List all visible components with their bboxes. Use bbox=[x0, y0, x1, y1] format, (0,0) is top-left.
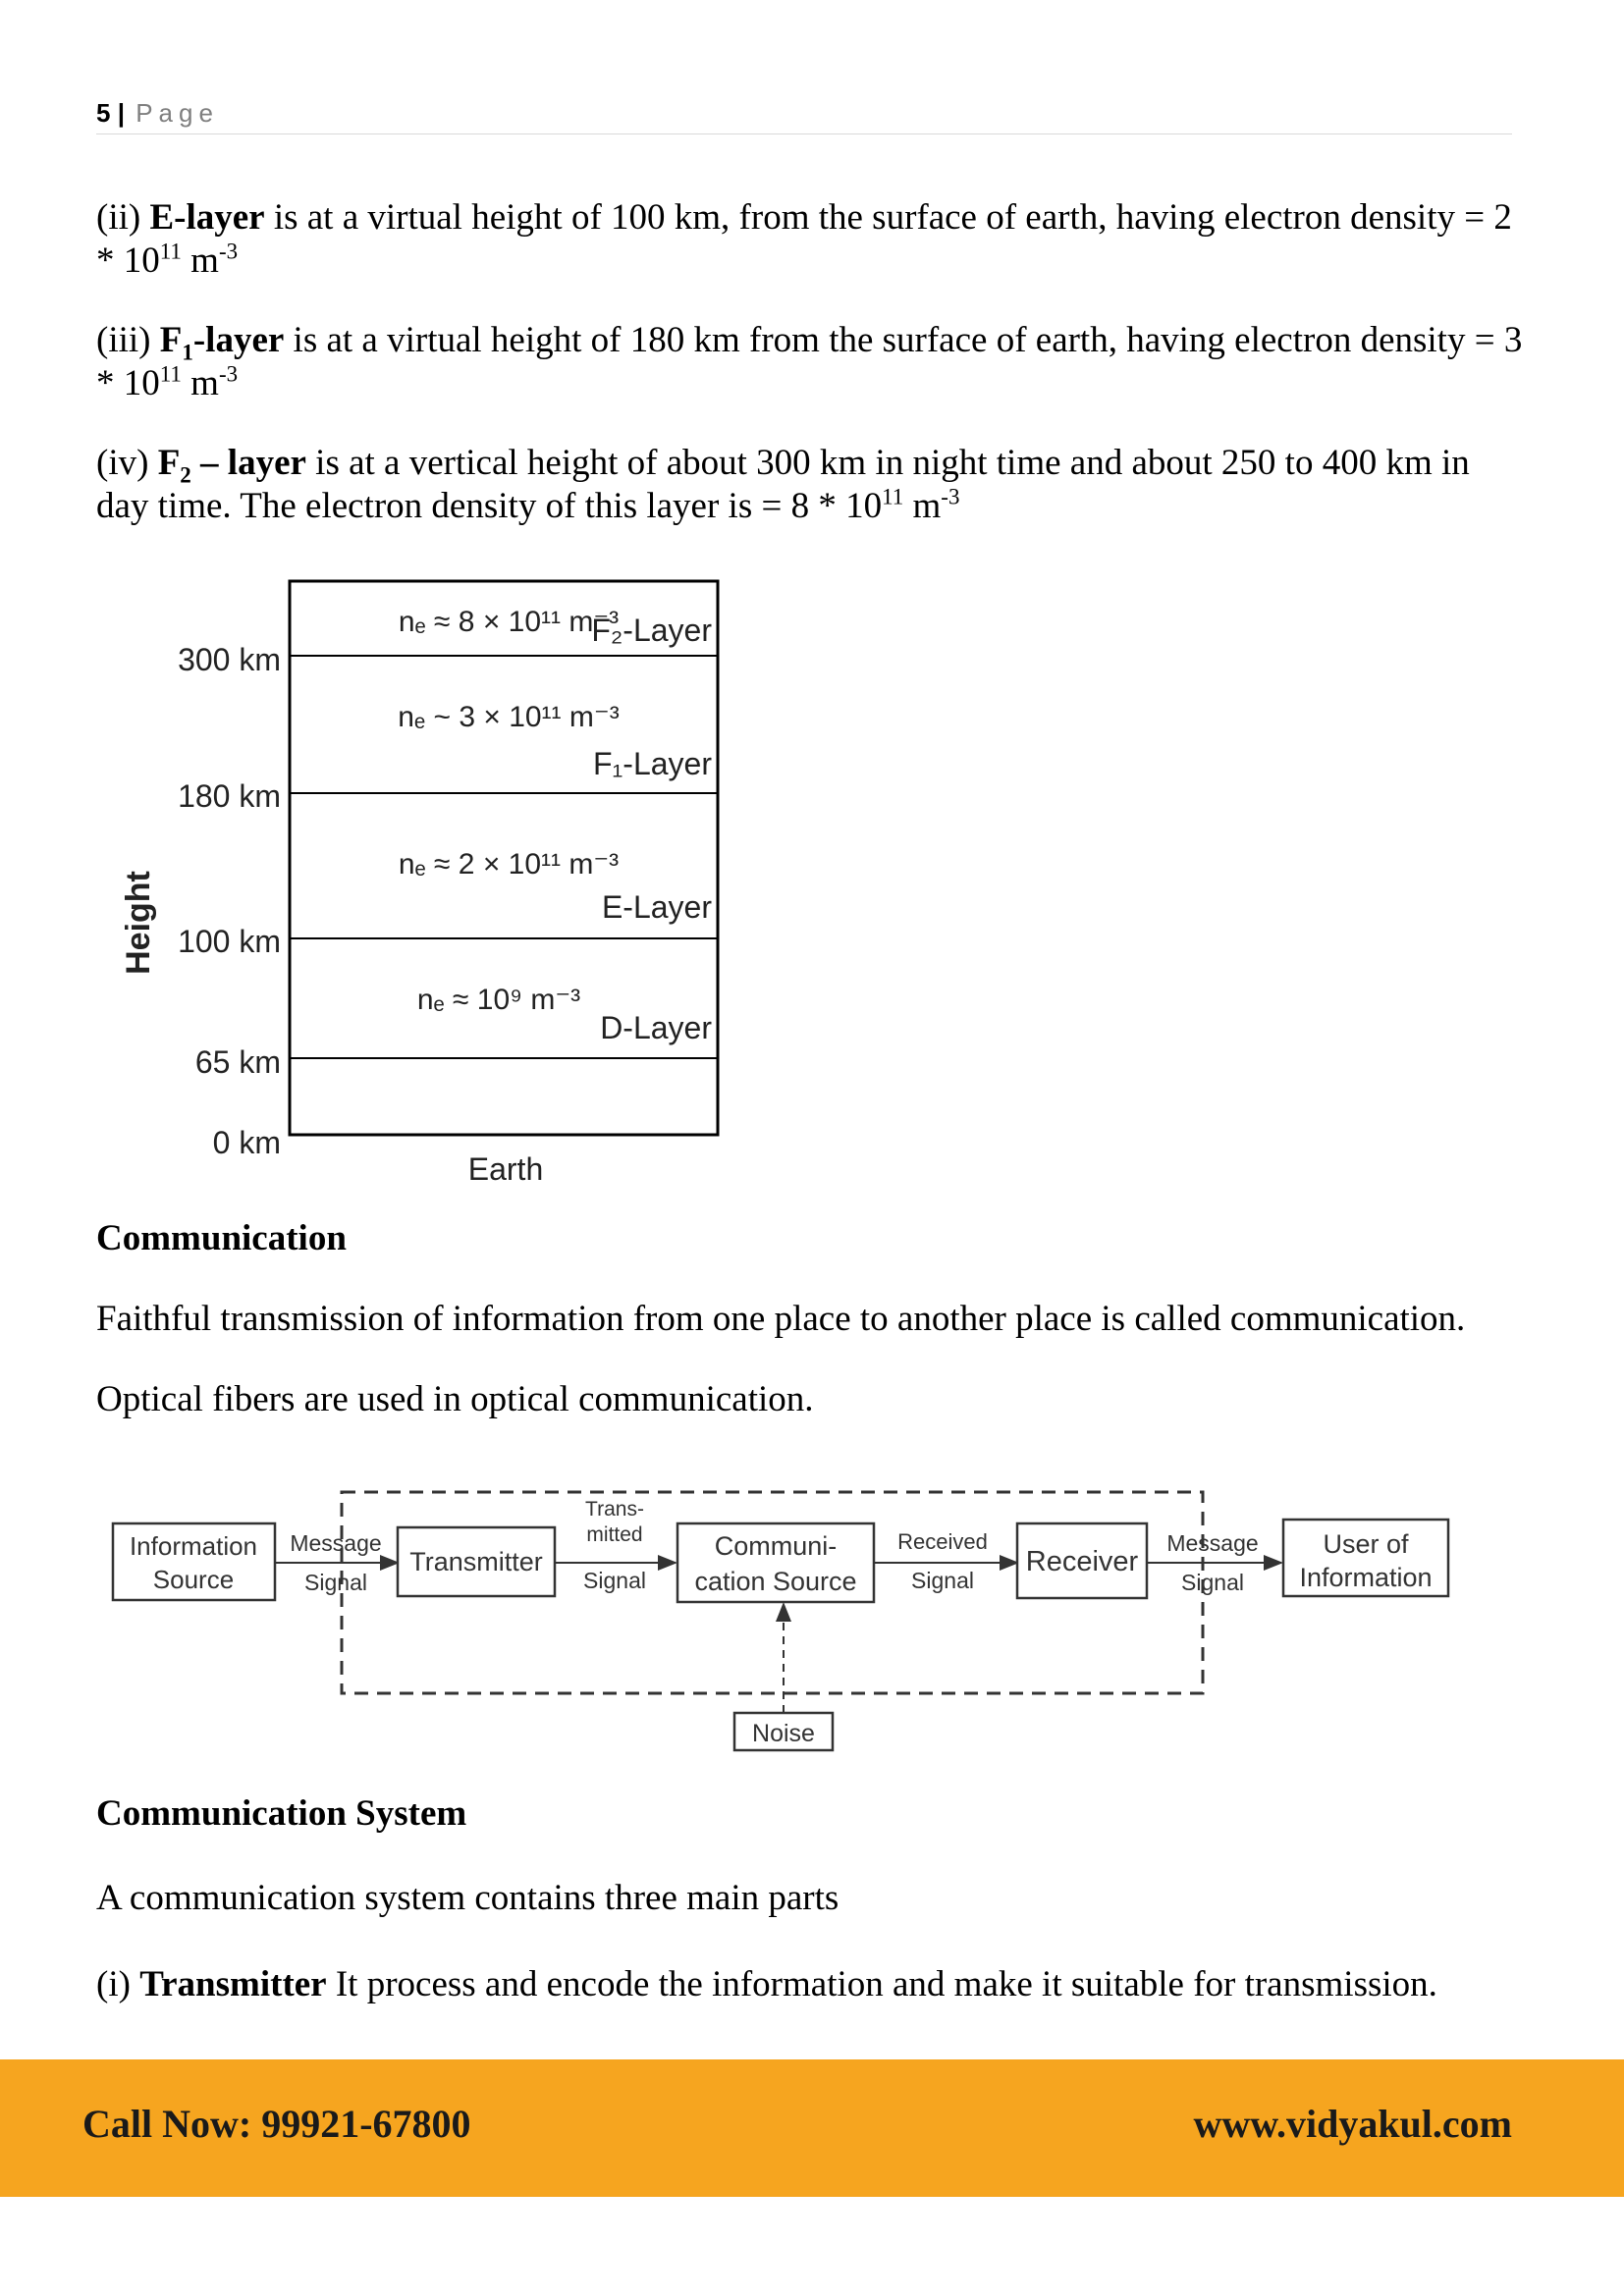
layer-name-f1: F₁-Layer bbox=[592, 746, 712, 781]
ionosphere-diagram bbox=[98, 569, 943, 1198]
footer-banner bbox=[0, 2059, 1624, 2197]
height-label-180: 180 km bbox=[178, 778, 281, 814]
f2-layer-term: F bbox=[157, 443, 181, 483]
communication-definition: Faithful transmission of information from one place to another place is called communication. bbox=[96, 1299, 1466, 1339]
f2-layer-exp: 11 bbox=[882, 484, 904, 509]
information-source-line1: Information bbox=[129, 1531, 258, 1561]
paragraph-e-layer bbox=[96, 196, 1530, 283]
transmitted-signal-line3: Signal bbox=[583, 1568, 646, 1593]
f2-layer-unit: m bbox=[903, 486, 942, 526]
page-number: 5 bbox=[96, 98, 111, 128]
f1-layer-term-suffix: -layer bbox=[192, 320, 285, 360]
transmitter-def-term: Transmitter bbox=[139, 1964, 327, 2004]
f1-layer-term: F bbox=[159, 320, 183, 360]
message-signal-2-top: Message bbox=[1166, 1530, 1259, 1556]
paragraph-f2-layer bbox=[96, 442, 1530, 528]
layer-density-f2: nₑ ≈ 8 × 10¹¹ m⁻³ bbox=[398, 606, 620, 638]
height-label-100: 100 km bbox=[178, 924, 281, 959]
earth-label: Earth bbox=[467, 1151, 544, 1187]
communication-system-intro: A communication system contains three main parts bbox=[96, 1878, 839, 1918]
transmitter-def-prefix: (i) bbox=[96, 1964, 140, 2004]
header-separator: | bbox=[117, 98, 125, 128]
footer-website-link[interactable]: www.vidyakul.com bbox=[1193, 2102, 1512, 2146]
paragraph-f1-layer bbox=[96, 319, 1530, 405]
layer-density-e: nₑ ≈ 2 × 10¹¹ m⁻³ bbox=[398, 848, 620, 881]
f2-layer-prefix: (iv) bbox=[96, 443, 158, 483]
channel-line1: Communi- bbox=[714, 1531, 838, 1561]
height-label-300: 300 km bbox=[178, 642, 281, 677]
received-signal-bottom: Signal bbox=[911, 1568, 974, 1593]
noise-label: Noise bbox=[752, 1720, 815, 1747]
user-line2: Information bbox=[1299, 1563, 1433, 1592]
e-layer-text: is at a virtual height of 100 km, from the surface of earth, having electron density = 2 * 10 bbox=[96, 197, 1512, 281]
height-label-0: 0 km bbox=[212, 1125, 281, 1160]
f2-layer-text: is at a vertical height of about 300 km in night time and about 250 to 400 km in day time. The electron density of this layer is = 8 * 10 bbox=[96, 443, 1470, 526]
message-signal-2-bottom: Signal bbox=[1181, 1570, 1244, 1595]
layer-name-f2: F₂-Layer bbox=[591, 613, 712, 648]
layer-name-e: E-Layer bbox=[601, 889, 712, 925]
page-word: Page bbox=[135, 98, 219, 128]
height-label-65: 65 km bbox=[194, 1044, 281, 1080]
communication-system-heading: Communication System bbox=[96, 1793, 467, 1834]
f2-layer-unit-exp: -3 bbox=[941, 484, 960, 509]
transmitted-signal-line1: Trans- bbox=[585, 1498, 644, 1521]
user-line1: User of bbox=[1323, 1529, 1409, 1559]
footer-call-now[interactable]: Call Now: 99921-67800 bbox=[82, 2102, 471, 2146]
f1-layer-text: is at a virtual height of 180 km from the surface of earth, having electron density = 3 * 10 bbox=[96, 320, 1523, 403]
layer-name-d: D-Layer bbox=[600, 1010, 712, 1045]
e-layer-prefix: (ii) bbox=[96, 197, 150, 238]
receiver-label: Receiver bbox=[1025, 1546, 1139, 1577]
communication-block-diagram bbox=[98, 1472, 1473, 1767]
f1-layer-prefix: (iii) bbox=[96, 320, 160, 360]
channel-line2: cation Source bbox=[694, 1567, 857, 1596]
transmitter-label: Transmitter bbox=[409, 1547, 543, 1576]
f1-layer-unit: m bbox=[181, 363, 219, 403]
layer-density-f1: nₑ ~ 3 × 10¹¹ m⁻³ bbox=[398, 701, 620, 733]
f1-layer-unit-exp: -3 bbox=[218, 361, 239, 387]
f2-layer-term-suffix: – layer bbox=[190, 443, 306, 483]
information-source-line2: Source bbox=[152, 1565, 235, 1594]
communication-heading: Communication bbox=[96, 1218, 347, 1258]
f1-layer-term-sub: 1 bbox=[182, 340, 193, 365]
e-layer-unit: m bbox=[181, 240, 219, 281]
height-axis-label: Height bbox=[120, 871, 157, 975]
message-signal-1-bottom: Signal bbox=[304, 1570, 367, 1595]
transmitter-def-text: It process and encode the information and make it suitable for transmission. bbox=[326, 1964, 1437, 2004]
transmitter-definition bbox=[96, 1963, 1530, 2006]
f1-layer-exp: 11 bbox=[159, 361, 182, 387]
e-layer-exp: 11 bbox=[159, 239, 182, 264]
e-layer-unit-exp: -3 bbox=[218, 239, 239, 264]
transmitted-signal-line2: mitted bbox=[586, 1523, 643, 1546]
optical-fibers-text: Optical fibers are used in optical communication. bbox=[96, 1379, 814, 1419]
f2-layer-term-sub: 2 bbox=[180, 462, 191, 488]
message-signal-1-top: Message bbox=[290, 1530, 382, 1556]
page-header bbox=[96, 98, 1512, 134]
received-signal-top: Received bbox=[897, 1529, 988, 1554]
e-layer-term: E-layer bbox=[149, 197, 265, 238]
layer-density-d: nₑ ≈ 10⁹ m⁻³ bbox=[416, 984, 581, 1016]
